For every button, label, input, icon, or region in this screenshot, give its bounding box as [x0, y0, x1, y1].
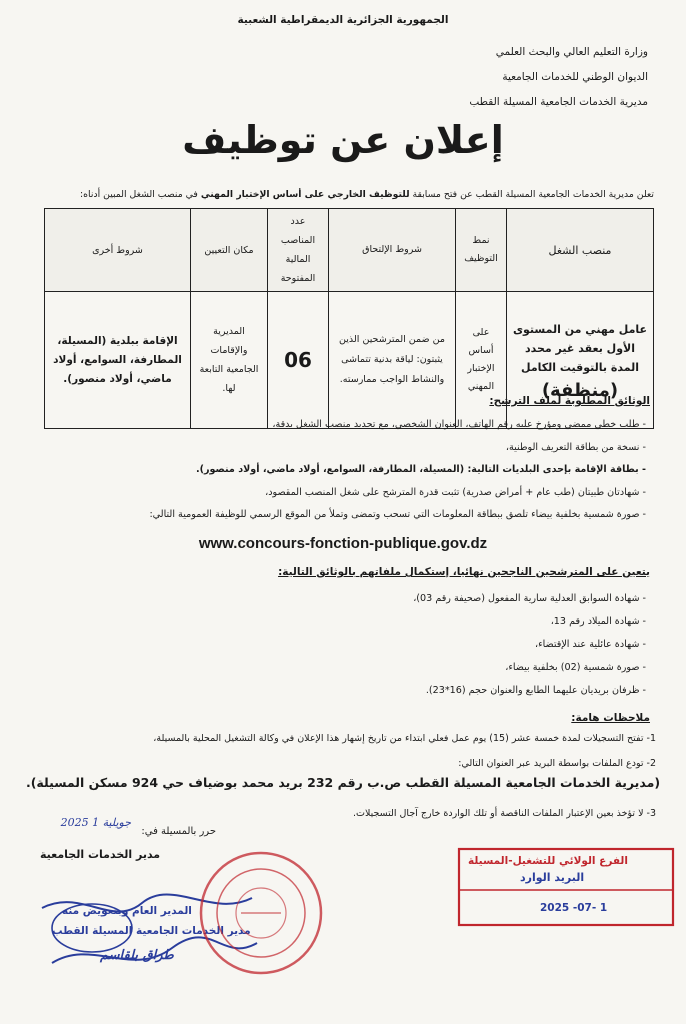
stamp-org: مدير الخدمات الجامعية المسيلة القطب — [52, 925, 251, 937]
intro-text: تعلن مديرية الخدمات الجامعية المسيلة القطب عن فتح مسابقة للتوظيف الخارجي على أساس الإختبار المهني في منصب الشغل المبين أدناه: — [80, 189, 654, 200]
header-mode: نمط التوظيف — [456, 209, 507, 292]
documents-list — [149, 414, 646, 527]
header-post: منصب الشغل — [507, 209, 654, 292]
republic-header: الجمهورية الجزائرية الديمقراطية الشعبية — [237, 14, 449, 26]
header-count: عدد المناصب المالية المفتوحة — [268, 209, 329, 292]
post-tag: (منظفة) — [541, 380, 619, 401]
office-line: الديوان الوطني للخدمات الجامعية — [502, 71, 648, 83]
announcement-title: إعلان عن توظيف — [182, 118, 504, 162]
list-item: - صورة شمسية بخلفية بيضاء تلصق ببطاقة المعلومات التي تسحب وتمضى وتملأ من الموقع الرسمي للوظيفة العمومية التالي: — [149, 504, 646, 527]
ministry-line: وزارة التعليم العالي والبحث العلمي — [495, 46, 648, 58]
cell-post: عامل مهني من المستوى الأول بعقد غير محدد المدة بالتوقيت الكامل (منظفة) — [507, 292, 654, 429]
documents-heading: الوثائق المطلوبة لملف الترشح: — [489, 395, 650, 407]
ministry-block — [469, 40, 648, 115]
director-title: مدير الخدمات الجامعية — [40, 848, 161, 861]
mailing-address: (مديرية الخدمات الجامعية المسيلة القطب ص.ب رقم 232 بريد محمد بوضياف حي 924 مسكن المسيلة). — [25, 775, 661, 790]
agency-stamp-line1: الفرع الولائي للتشغيل-المسيلة — [468, 855, 628, 867]
successful-heading: يتعين على المترشحين الناجحين نهائيا، إستكمال ملفاتهم بالوثائق التالية: — [278, 566, 650, 578]
agency-stamp-line2: البريد الوارد — [520, 871, 585, 884]
list-item: - طلب خطي ممضي ومؤرخ عليه رقم الهاتف، العنوان الشخصي، مع تحديد منصب الشغل بدقة، — [149, 414, 646, 437]
list-item: - صورة شمسية (02) بخلفية بيضاء، — [413, 657, 646, 680]
handwritten-date: 2025 جويلية 1 — [60, 816, 131, 829]
table-row — [45, 292, 654, 429]
round-seal — [196, 848, 326, 978]
note-3: 3- لا تؤخذ بعين الإعتبار الملفات الناقصة أو تلك الواردة خارج آجال التسجيلات. — [353, 808, 656, 819]
header-other: شروط أخرى — [45, 209, 191, 292]
website-link[interactable]: www.concours-fonction-publique.gov.dz — [198, 535, 488, 552]
place-date-label: حرر بالمسيلة في: — [141, 826, 216, 837]
list-item: - نسخة من بطاقة التعريف الوطنية، — [149, 437, 646, 460]
table-header-row — [45, 209, 654, 292]
list-item: - ظرفان بريديان عليهما الطابع والعنوان حجم (16*23). — [413, 680, 646, 703]
list-item: - شهادة السوابق العدلية سارية المفعول (صحيفة رقم 03)، — [413, 588, 646, 611]
cell-count: 06 — [268, 292, 329, 429]
header-conditions: شروط الإلتحاق — [329, 209, 456, 292]
list-item: - شهادة الميلاد رقم 13، — [413, 611, 646, 634]
cell-other: الإقامة ببلدية (المسيلة، المطارفة، السوامع، أولاد ماضي، أولاد منصور). — [45, 292, 191, 429]
cell-place: المديرية والإقامات الجامعية التابعة لها. — [191, 292, 268, 429]
stamp-name: المدير العام وبتعويض منه — [62, 905, 192, 917]
note-2: 2- تودع الملفات بواسطة البريد عبر العنوان التالي: — [458, 758, 656, 769]
header-place: مكان التعيين — [191, 209, 268, 292]
directorate-line: مديرية الخدمات الجامعية المسيلة القطب — [469, 96, 648, 108]
cell-mode: على أساس الإختبار المهني — [456, 292, 507, 429]
cell-conditions: من ضمن المترشحين الذين يثبتون: لياقة بدنية تتماشى والنشاط الواجب ممارسته. — [329, 292, 456, 429]
list-item: - شهادة عائلية عند الإقتضاء، — [413, 634, 646, 657]
agency-stamp-date: 2025 -07- 1 — [540, 902, 608, 914]
successful-list — [413, 588, 646, 703]
notes-heading: ملاحظات هامة: — [571, 712, 650, 724]
handwritten-name: طراق بلقاسم — [100, 948, 174, 963]
list-item: - بطاقة الإقامة بإحدى البلديات التالية: (المسيلة، المطارفة، السوامع، أولاد ماضي، أولاد منصور). — [149, 459, 646, 482]
list-item: - شهادتان طبيتان (طب عام + أمراض صدرية) تثبت قدرة المترشح على شغل المنصب المقصود، — [149, 482, 646, 505]
note-1: 1- تفتح التسجيلات لمدة خمسة عشر (15) يوم عمل فعلي ابتداء من تاريخ إشهار هذا الإعلان في وكالة التشغيل المحلية بالمسيلة، — [153, 733, 656, 744]
